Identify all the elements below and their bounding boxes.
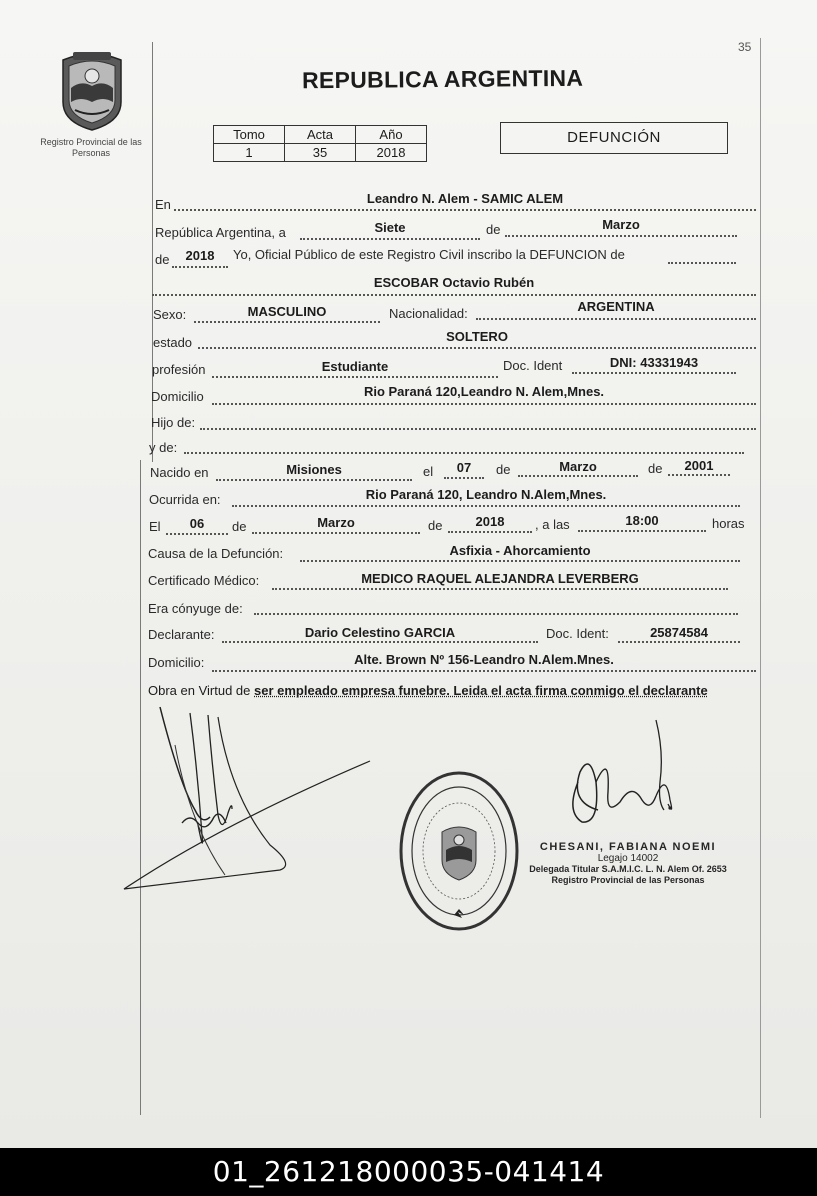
de-label-1: de: [486, 222, 501, 237]
tomo-value: 1: [214, 144, 285, 162]
ocurrida-en-line: [232, 505, 740, 507]
declarante-label: Declarante:: [148, 627, 215, 642]
nacido-el-label: el: [423, 464, 434, 479]
official-signature: [560, 712, 710, 842]
record-type-box: DEFUNCIÓN: [500, 122, 728, 154]
page-number: 35: [738, 40, 752, 54]
dia-registro-value: Siete: [374, 220, 406, 235]
registry-seal-icon: [398, 770, 520, 932]
yo-oficial-label: Yo, Oficial Público de este Registro Civil inscribo la DEFUNCION de: [233, 247, 625, 262]
nac-mes-line: [518, 475, 638, 477]
tomo-header: Tomo: [214, 126, 285, 144]
nac-dia-value: 07: [456, 460, 472, 475]
ocurrida-en-label: Ocurrida en:: [149, 492, 221, 507]
en-line: [174, 209, 756, 211]
registry-table: [213, 125, 427, 162]
certificado-value: MEDICO RAQUEL ALEJANDRA LEVERBERG: [361, 571, 639, 586]
nac-anio-value: 2001: [684, 458, 714, 473]
nac-mes-value: Marzo: [559, 459, 597, 474]
official-cargo: Delegada Titular S.A.M.I.C. L. N. Alem Of. 2653: [529, 864, 727, 874]
declarante-domicilio-line: [212, 670, 756, 672]
document-title: REPUBLICA ARGENTINA: [301, 64, 584, 94]
de-label-2: de: [155, 252, 170, 267]
a-las-label: , a las: [535, 517, 570, 532]
right-margin-line: [760, 38, 761, 1118]
en-label: En: [155, 197, 171, 212]
registry-header-row: [214, 126, 427, 144]
sexo-line: [194, 321, 380, 323]
def-dia-line: [166, 533, 228, 535]
certificado-line: [272, 588, 728, 590]
official-stamp: [508, 842, 748, 886]
def-anio-value: 2018: [475, 514, 505, 529]
obra-en-virtud: [148, 682, 756, 699]
declarante-doc-value: 25874584: [650, 625, 708, 640]
declarante-line: [222, 641, 538, 643]
yo-oficial-line: [668, 262, 736, 264]
def-de-label-1: de: [232, 519, 247, 534]
declarante-value: Dario Celestino GARCIA: [304, 625, 456, 640]
anio-value: 2018: [356, 144, 427, 162]
en-value: Leandro N. Alem - SAMIC ALEM: [366, 191, 564, 206]
dia-registro-line: [300, 238, 480, 240]
causa-label: Causa de la Defunción:: [148, 546, 284, 561]
nacido-en-value: Misiones: [286, 462, 342, 477]
mes-registro-value: Marzo: [602, 217, 640, 232]
def-hora-value: 18:00: [625, 513, 659, 528]
mes-registro-line: [505, 235, 737, 237]
anio-header: Año: [356, 126, 427, 144]
acta-value: 35: [285, 144, 356, 162]
def-mes-line: [252, 532, 420, 534]
certificado-label: Certificado Médico:: [148, 573, 260, 588]
obra-value: ser empleado empresa funebre. Leida el acta firma conmigo el declarante: [254, 683, 708, 698]
def-mes-value: Marzo: [317, 515, 355, 530]
nacionalidad-label: Nacionalidad:: [389, 306, 468, 321]
conyuge-line: [254, 613, 738, 615]
profesion-label: profesión: [152, 362, 206, 377]
nac-anio-line: [668, 474, 730, 476]
obra-label: Obra en Virtud de: [148, 683, 251, 698]
acta-header: Acta: [285, 126, 356, 144]
causa-value: Asfixia - Ahorcamiento: [449, 543, 591, 558]
nac-de-label-2: de: [648, 461, 663, 476]
hijo-de-line: [200, 428, 756, 430]
sexo-value: MASCULINO: [247, 304, 327, 319]
domicilio-label: Domicilio: [151, 389, 204, 404]
official-registro: Registro Provincial de las Personas: [551, 875, 705, 885]
sexo-label: Sexo:: [153, 307, 187, 322]
profesion-line: [212, 376, 498, 378]
el-label: El: [149, 519, 161, 534]
causa-line: [300, 560, 740, 562]
nacido-en-label: Nacido en: [150, 465, 209, 480]
def-de-label-2: de: [428, 518, 443, 533]
document-code-footer: 01_261218000035-041414: [0, 1148, 817, 1196]
official-name: CHESANI, FABIANA NOEMI: [539, 841, 717, 853]
hijo-de-label: Hijo de:: [151, 415, 196, 430]
doc-ident-label: Doc. Ident: [503, 358, 563, 373]
nombre-line: [152, 294, 756, 296]
doc-ident-value: DNI: 43331943: [609, 355, 699, 370]
estado-value: SOLTERO: [446, 329, 508, 344]
profesion-value: Estudiante: [321, 359, 389, 374]
def-hora-line: [578, 530, 706, 532]
declarante-doc-line: [618, 641, 740, 643]
nacionalidad-line: [476, 318, 756, 320]
domicilio-line: [212, 403, 756, 405]
declarant-signature: [120, 705, 375, 905]
conyuge-label: Era cónyuge de:: [148, 601, 243, 616]
estado-label: estado: [153, 335, 193, 350]
declarante-domicilio-value: Alte. Brown Nº 156-Leandro N.Alem.Mnes.: [354, 652, 614, 667]
ocurrida-en-value: Rio Paraná 120, Leandro N.Alem,Mnes.: [365, 487, 607, 502]
y-de-label: y de:: [149, 440, 178, 455]
domicilio-value: Rio Paraná 120,Leandro N. Alem,Mnes.: [363, 384, 605, 399]
declarante-domicilio-label: Domicilio:: [148, 655, 205, 670]
republica-label: República Argentina, a: [155, 225, 286, 240]
official-legajo: Legajo 14002: [597, 853, 659, 864]
nacido-en-line: [216, 479, 412, 481]
def-anio-line: [448, 531, 532, 533]
nac-dia-line: [444, 477, 484, 479]
nacionalidad-value: ARGENTINA: [577, 299, 655, 314]
doc-ident-line: [572, 372, 736, 374]
estado-line: [198, 347, 756, 349]
nombre-value: ESCOBAR Octavio Rubén: [373, 275, 535, 290]
declarante-doc-label: Doc. Ident:: [546, 626, 609, 641]
y-de-line: [184, 452, 744, 454]
anio-registro-value: 2018: [185, 248, 215, 263]
anio-registro-line: [172, 266, 228, 268]
registry-value-row: [214, 144, 427, 162]
provincial-coat-of-arms-icon: [55, 50, 129, 132]
nac-de-label-1: de: [496, 462, 511, 477]
def-dia-value: 06: [189, 516, 205, 531]
horas-label: horas: [712, 516, 745, 531]
registry-caption: Registro Provincial de las Personas: [40, 137, 142, 158]
